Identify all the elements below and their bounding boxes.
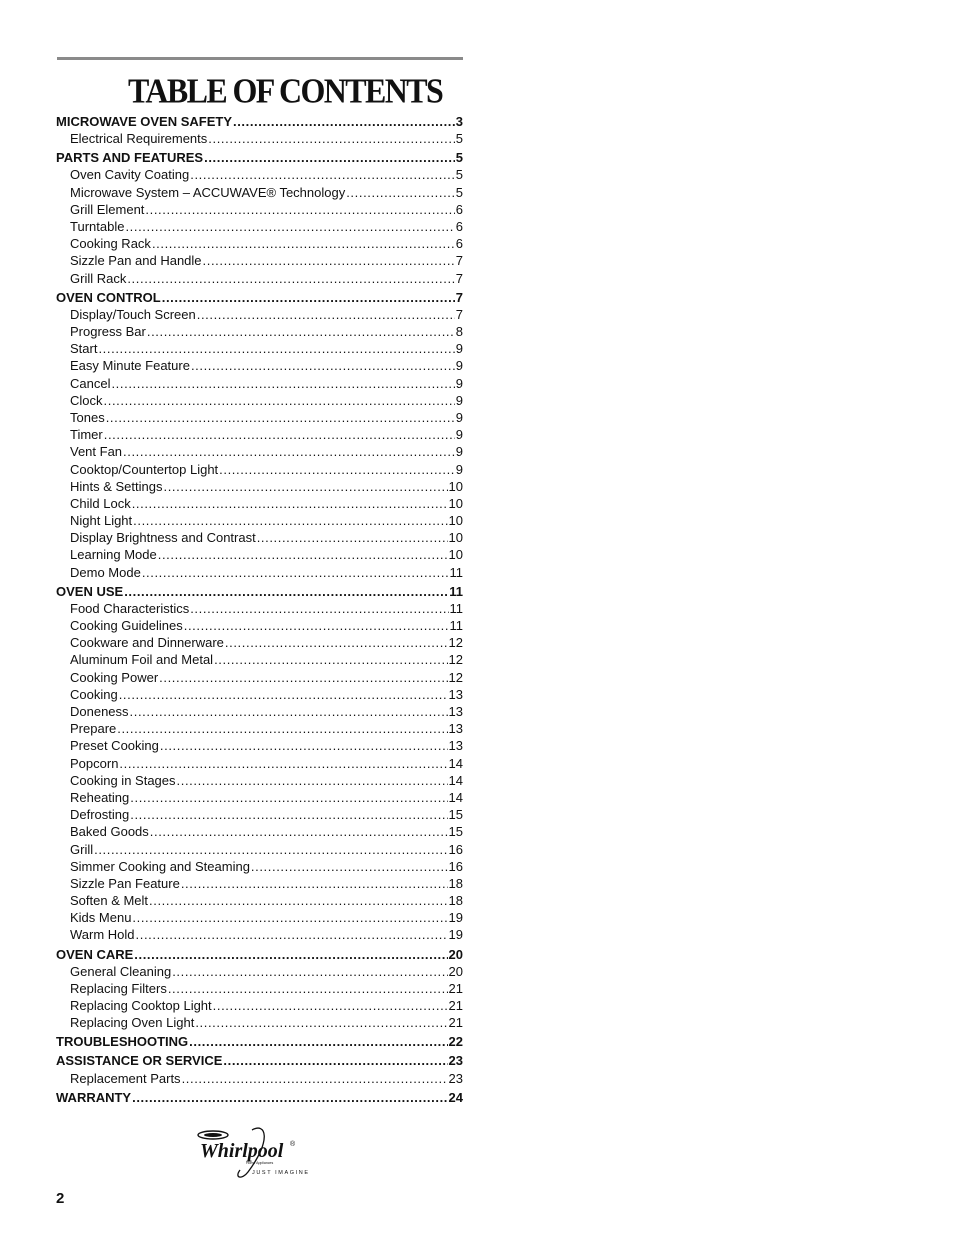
toc-item-demo-mode[interactable] [56,564,463,581]
toc-entry-page: 18 [448,893,463,909]
toc-entry-page: 9 [455,341,463,357]
toc-item-grill-element[interactable] [56,201,463,218]
toc-section-microwave-oven-safety[interactable] [56,113,463,130]
toc-item-doneness[interactable] [56,703,463,720]
dot-leader [189,1033,447,1050]
toc-entry-label: Warm Hold [70,927,135,943]
toc-entry-page: 16 [448,841,463,857]
dot-leader [123,443,455,460]
toc-entry-label: Grill Rack [70,270,127,286]
toc-entry-label: Turntable [70,219,125,235]
toc-entry-page: 5 [455,131,463,147]
toc-entry-label: PARTS AND FEATURES [56,150,204,166]
toc-entry-label: Cooking Rack [70,236,151,252]
toc-entry-label: Defrosting [70,807,130,823]
dot-leader [182,1070,448,1087]
toc-item-vent-fan[interactable] [56,443,463,460]
toc-entry-page: 15 [448,807,463,823]
toc-item-night-light[interactable] [56,512,463,529]
toc-entry-label: Replacing Cooktop Light [70,998,212,1014]
dot-leader [257,529,448,546]
toc-entry-page: 10 [448,530,463,546]
toc-entry-label: Cooking in Stages [70,772,176,788]
toc-item-food-characteristics[interactable] [56,600,463,617]
toc-entry-label: Simmer Cooking and Steaming [70,858,250,874]
dot-leader [136,926,448,943]
toc-item-aluminum-foil-and-metal[interactable] [56,651,463,668]
toc-entry-label: Cancel [70,375,111,391]
toc-item-reheating[interactable] [56,789,463,806]
toc-item-timer[interactable] [56,426,463,443]
toc-item-warm-hold[interactable] [56,926,463,943]
page-title: TABLE OF CONTENTS [128,71,443,110]
toc-entry-label: Food Characteristics [70,600,190,616]
toc-section-oven-use[interactable] [56,583,463,600]
toc-entry-page: 5 [455,184,463,200]
toc-entry-label: WARRANTY [56,1089,132,1105]
top-rule [57,57,463,60]
dot-leader [191,357,455,374]
toc-entry-label: Replacing Oven Light [70,1015,195,1031]
dot-leader [172,963,447,980]
toc-item-replacement-parts[interactable] [56,1070,463,1087]
toc-entry-page: 7 [455,289,463,305]
dot-leader [130,789,447,806]
toc-entry-label: Aluminum Foil and Metal [70,652,214,668]
toc-section-oven-care[interactable] [56,946,463,963]
page-number: 2 [56,1190,65,1207]
toc-entry-label: OVEN USE [56,583,124,599]
dot-leader [177,772,448,789]
dot-leader [197,306,455,323]
toc-entry-label: Progress Bar [70,324,146,340]
dot-leader [94,841,447,858]
toc-entry-page: 3 [455,114,463,129]
toc-item-grill-rack[interactable] [56,270,463,287]
dot-leader [147,323,455,340]
toc-item-sizzle-pan-and-handle[interactable] [56,252,463,269]
toc-item-prepare[interactable] [56,720,463,737]
toc-section-troubleshooting[interactable] [56,1033,463,1050]
dot-leader [184,617,449,634]
toc-entry-page: 11 [449,618,463,634]
toc-entry-page: 7 [455,253,463,269]
toc-entry-label: Replacement Parts [70,1070,181,1086]
toc-entry-label: Soften & Melt [70,893,149,909]
toc-entry-label: Display Brightness and Contrast [70,530,256,546]
toc-item-child-lock[interactable] [56,495,463,512]
toc-entry-label: Timer [70,427,103,443]
toc-entry-page: 6 [455,201,463,217]
toc-entry-label: MICROWAVE OVEN SAFETY [56,114,232,129]
dot-leader [223,1052,447,1069]
dot-leader [132,909,447,926]
toc-entry-label: Easy Minute Feature [70,358,190,374]
toc-entry-label: Prepare [70,721,117,737]
toc-entry-label: Doneness [70,704,129,720]
toc-entry-label: Start [70,341,98,357]
dot-leader [164,478,448,495]
toc-item-kids-menu[interactable] [56,909,463,926]
toc-item-replacing-filters[interactable] [56,980,463,997]
toc-item-popcorn[interactable] [56,755,463,772]
toc-item-hints-settings[interactable] [56,478,463,495]
toc-entry-label: Learning Mode [70,547,157,563]
dot-leader [104,392,455,409]
toc-entry-label: Hints & Settings [70,478,163,494]
toc-entry-page: 16 [448,858,463,874]
toc-entry-page: 21 [448,998,463,1014]
toc-entry-page: 15 [448,824,463,840]
toc-entry-page: 7 [455,306,463,322]
toc-entry-page: 20 [448,963,463,979]
toc-item-display-touch-screen[interactable] [56,306,463,323]
toc-entry-page: 14 [448,772,463,788]
dot-leader [168,980,448,997]
toc-item-grill[interactable] [56,841,463,858]
dot-leader [158,546,448,563]
toc-item-display-brightness-and-contrast[interactable] [56,529,463,546]
svg-text:®: ® [290,1141,296,1148]
dot-leader [119,686,448,703]
toc-entry-label: Demo Mode [70,564,141,580]
toc-entry-label: Cooktop/Countertop Light [70,461,219,477]
dot-leader [214,651,447,668]
toc-entry-page: 9 [455,444,463,460]
toc-section-parts-and-features[interactable] [56,149,463,166]
toc-entry-label: TROUBLESHOOTING [56,1034,189,1050]
toc-item-cookware-and-dinnerware[interactable] [56,634,463,651]
toc-item-general-cleaning[interactable] [56,963,463,980]
dot-leader [142,564,449,581]
dot-leader [125,218,454,235]
dot-leader [251,858,448,875]
toc-item-preset-cooking[interactable] [56,737,463,754]
toc-entry-label: OVEN CARE [56,946,134,962]
toc-entry-page: 9 [455,409,463,425]
toc-item-tones[interactable] [56,409,463,426]
dot-leader [117,720,447,737]
toc-entry-label: Baked Goods [70,824,149,840]
dot-leader [181,875,448,892]
dot-leader [190,600,448,617]
toc-entry-label: Display/Touch Screen [70,306,196,322]
toc-entry-page: 9 [455,461,463,477]
toc-entry-label: Tones [70,409,105,425]
toc-section-oven-control[interactable] [56,289,463,306]
toc-item-cooking-power[interactable] [56,669,463,686]
toc-entry-page: 13 [448,686,463,702]
toc-entry-label: Cooking Guidelines [70,618,183,634]
toc-item-baked-goods[interactable] [56,823,463,840]
toc-entry-page: 18 [448,875,463,891]
toc-entry-page: 6 [455,236,463,252]
dot-leader [204,149,455,166]
toc-entry-page: 21 [448,980,463,996]
dot-leader [152,235,455,252]
toc-entry-page: 12 [448,635,463,651]
dot-leader [130,703,448,720]
toc-entry-label: General Cleaning [70,963,172,979]
dot-leader [145,201,454,218]
dot-leader [133,512,447,529]
toc-entry-page: 13 [448,738,463,754]
toc-entry-label: Clock [70,392,103,408]
toc-entry-label: Reheating [70,789,130,805]
dot-leader [160,737,448,754]
toc-item-clock[interactable] [56,392,463,409]
toc-entry-page: 13 [448,704,463,720]
svg-text:JUST IMAGINE: JUST IMAGINE [252,1170,310,1176]
toc-entry-page: 14 [448,789,463,805]
toc-entry-page: 14 [448,755,463,771]
toc-entry-page: 7 [455,270,463,286]
dot-leader [104,426,455,443]
toc-item-start[interactable] [56,340,463,357]
toc-entry-label: Night Light [70,513,133,529]
toc-entry-label: Replacing Filters [70,980,167,996]
toc-entry-label: ASSISTANCE OR SERVICE [56,1053,223,1069]
toc-entry-label: Oven Cavity Coating [70,167,190,183]
dot-leader [233,113,455,130]
toc-entry-label: Electrical Requirements [70,131,208,147]
toc-entry-page: 9 [455,358,463,374]
toc-entry-page: 19 [448,910,463,926]
toc-entry-label: Microwave System – ACCUWAVE® Technology [70,184,346,200]
dot-leader [208,130,454,147]
toc-item-electrical-requirements[interactable] [56,130,463,147]
toc-entry-page: 5 [455,150,463,166]
toc-entry-page: 5 [455,167,463,183]
toc-entry-label: Grill Element [70,201,145,217]
dot-leader [150,823,448,840]
toc-entry-page: 10 [448,478,463,494]
toc-entry-page: 13 [448,721,463,737]
toc-entry-label: Child Lock [70,495,131,511]
toc-entry-page: 11 [449,600,463,616]
toc-entry-page: 10 [448,547,463,563]
dot-leader [213,997,448,1014]
toc-section-warranty[interactable] [56,1089,463,1106]
dot-leader [219,461,455,478]
toc-entry-label: Preset Cooking [70,738,159,754]
toc-item-cooking-rack[interactable] [56,235,463,252]
toc-entry-page: 19 [448,927,463,943]
toc-entry-page: 11 [449,564,463,580]
toc-item-cooktop-countertop-light[interactable] [56,461,463,478]
toc-entry-label: OVEN CONTROL [56,289,161,305]
toc-entry-page: 8 [455,324,463,340]
toc-item-cancel[interactable] [56,375,463,392]
toc-item-cooking-in-stages[interactable] [56,772,463,789]
dot-leader [162,289,455,306]
toc-entry-page: 6 [455,219,463,235]
dot-leader [225,634,448,651]
toc-entry-label: Sizzle Pan and Handle [70,253,202,269]
dot-leader [111,375,454,392]
dot-leader [203,252,455,269]
dot-leader [132,1089,447,1106]
toc-entry-page: 9 [455,375,463,391]
toc-item-microwave-system-accuwave-technology[interactable] [56,184,463,201]
dot-leader [127,270,454,287]
toc-entry-label: Vent Fan [70,444,123,460]
toc-item-cooking[interactable] [56,686,463,703]
toc-entry-page: 9 [455,392,463,408]
toc-entry-label: Sizzle Pan Feature [70,875,180,891]
toc-entry-page: 11 [449,583,463,599]
toc-entry-page: 12 [448,669,463,685]
toc-entry-label: Popcorn [70,755,119,771]
toc-item-replacing-cooktop-light[interactable] [56,997,463,1014]
toc-entry-label: Cooking Power [70,669,159,685]
dot-leader [98,340,454,357]
toc-item-defrosting[interactable] [56,806,463,823]
dot-leader [119,755,447,772]
toc-entry-page: 9 [455,427,463,443]
table-of-contents [56,113,463,1106]
toc-item-sizzle-pan-feature[interactable] [56,875,463,892]
toc-item-turntable[interactable] [56,218,463,235]
toc-entry-page: 23 [448,1070,463,1086]
dot-leader [124,583,448,600]
dot-leader [130,806,447,823]
toc-item-cooking-guidelines[interactable] [56,617,463,634]
toc-entry-label: Kids Menu [70,910,132,926]
toc-entry-page: 21 [448,1015,463,1031]
toc-entry-label: Cooking [70,686,118,702]
dot-leader [132,495,448,512]
toc-item-soften-melt[interactable] [56,892,463,909]
toc-entry-label: Cookware and Dinnerware [70,635,224,651]
toc-entry-page: 24 [448,1089,463,1105]
toc-item-replacing-oven-light[interactable] [56,1014,463,1031]
toc-item-learning-mode[interactable] [56,546,463,563]
toc-section-assistance-or-service[interactable] [56,1052,463,1069]
toc-item-progress-bar[interactable] [56,323,463,340]
whirlpool-logo [190,1124,330,1182]
toc-entry-page: 10 [448,495,463,511]
toc-item-easy-minute-feature[interactable] [56,357,463,374]
toc-entry-page: 12 [448,652,463,668]
toc-entry-label: Grill [70,841,94,857]
svg-text:Whirlpool: Whirlpool [200,1140,284,1162]
svg-text:Home Appliances: Home Appliances [246,1161,274,1165]
toc-entry-page: 10 [448,513,463,529]
dot-leader [190,166,455,183]
dot-leader [195,1014,447,1031]
toc-item-simmer-cooking-and-steaming[interactable] [56,858,463,875]
dot-leader [106,409,455,426]
toc-item-oven-cavity-coating[interactable] [56,166,463,183]
toc-entry-page: 22 [448,1034,463,1050]
toc-entry-page: 23 [448,1053,463,1069]
dot-leader [149,892,447,909]
dot-leader [134,946,447,963]
toc-entry-page: 20 [448,946,463,962]
dot-leader [159,669,447,686]
dot-leader [346,184,455,201]
